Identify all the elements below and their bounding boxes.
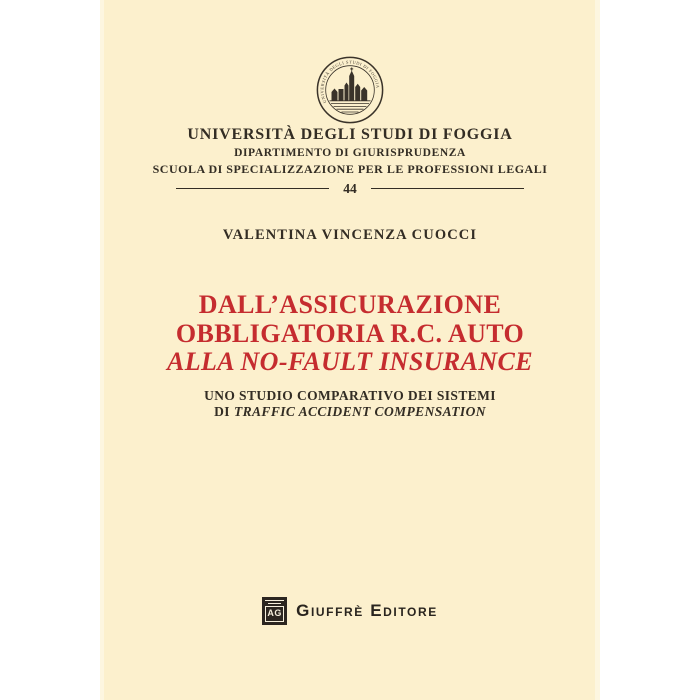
subtitle-line-2 (100, 404, 600, 420)
book-title (100, 291, 600, 377)
series-rule-left (176, 188, 329, 189)
seal-ground-hatching (330, 101, 371, 112)
publisher-block (100, 597, 600, 625)
series-rule (100, 180, 600, 197)
author-name: VALENTINA VINCENZA CUOCCI (222, 227, 478, 243)
subtitle-line-1: UNO STUDIO COMPARATIVO DEI SISTEMI (204, 388, 496, 403)
publisher-logo-icon (262, 597, 287, 625)
seal-cityscape (332, 68, 368, 101)
university-name: UNIVERSITÀ DEGLI STUDI DI FOGGIA (187, 126, 513, 143)
department-name: DIPARTIMENTO DI GIURISPRUDENZA (234, 147, 466, 159)
university-seal-icon (316, 56, 384, 124)
book-cover (100, 0, 600, 700)
publisher-name: Giuffrè Editore (296, 601, 438, 620)
subtitle-line-2-italic: TRAFFIC ACCIDENT COMPENSATION (233, 403, 486, 419)
publisher-monogram: AG (265, 606, 284, 622)
university-seal (100, 56, 600, 129)
series-rule-right (371, 188, 524, 189)
series-number: 44 (343, 181, 357, 196)
title-line-3: ALLA NO-FAULT INSURANCE (166, 347, 534, 376)
subtitle-line-2-prefix: DI (214, 403, 230, 419)
seal-circular-text: UNIVERSITÀ DEGLI STUDI DI FOGGIA (319, 59, 381, 104)
school-name: SCUOLA DI SPECIALIZZAZIONE PER LE PROFESSIONI LEGALI (152, 162, 548, 176)
title-line-1: DALL’ASSICURAZIONE (198, 290, 502, 319)
publisher-logo-lines (265, 600, 284, 604)
book-subtitle (100, 388, 600, 419)
title-line-2: OBBLIGATORIA R.C. AUTO (175, 318, 525, 348)
